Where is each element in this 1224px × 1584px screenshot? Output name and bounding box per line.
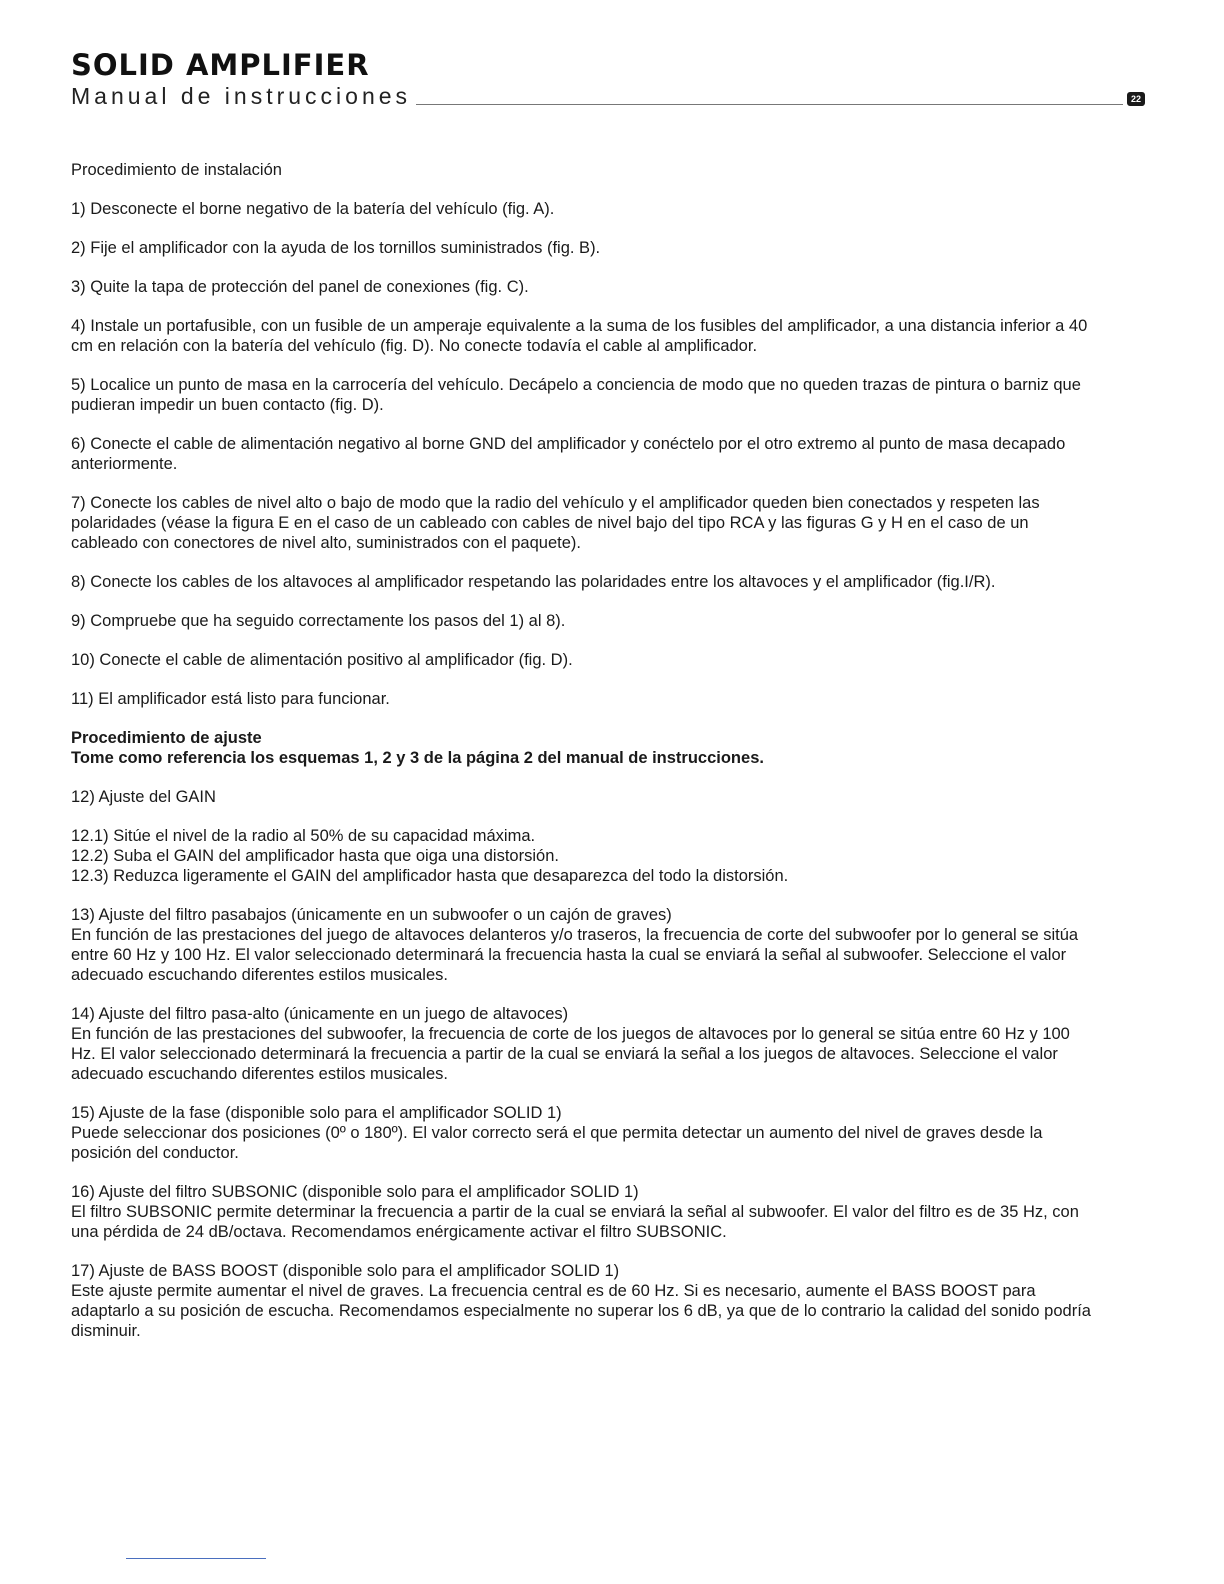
adjustment-heading: Procedimiento de ajuste bbox=[71, 729, 262, 747]
adjustment-body: En función de las prestaciones del subwoofer, la frecuencia de corte de los juegos de altavoces por lo general se sitúa entre 60 Hz y 100 Hz. El valor seleccionado determinará la frecuencia a partir de la cual se enviará la señal a los juegos de altavoces. Seleccione el valor adecuado escuchando diferentes estilos musicales. bbox=[71, 1025, 1070, 1083]
adjustment-reference: Tome como referencia los esquemas 1, 2 y 3 de la página 2 del manual de instrucciones. bbox=[71, 749, 764, 767]
adjustment-title: 13) Ajuste del filtro pasabajos (únicamente en un subwoofer o un cajón de graves) bbox=[71, 906, 672, 924]
installation-heading: Procedimiento de instalación bbox=[71, 161, 282, 179]
install-step: 10) Conecte el cable de alimentación positivo al amplificador (fig. D). bbox=[71, 651, 573, 669]
install-step: 5) Localice un punto de masa en la carrocería del vehículo. Decápelo a conciencia de modo que no queden trazas de pintura o barniz que pudieran impedir un buen contacto (fig. D). bbox=[71, 376, 1081, 414]
install-step: 8) Conecte los cables de los altavoces al amplificador respetando las polaridades entre los altavoces y el amplificador (fig.I/R). bbox=[71, 573, 996, 591]
adjustment-title: 14) Ajuste del filtro pasa-alto (únicamente en un juego de altavoces) bbox=[71, 1005, 569, 1023]
adjustment-title: 17) Ajuste de BASS BOOST (disponible solo para el amplificador SOLID 1) bbox=[71, 1262, 620, 1280]
page-number-badge: 22 bbox=[1127, 92, 1145, 106]
adjustment-body: Este ajuste permite aumentar el nivel de graves. La frecuencia central es de 60 Hz. Si es necesario, aumente el BASS BOOST para adaptarlo a su posición de escucha. Recomendamos especialmente no superar los 6 dB, ya que de lo contrario la calidad del sonido podría disminuir. bbox=[71, 1282, 1091, 1340]
install-step: 7) Conecte los cables de nivel alto o bajo de modo que la radio del vehículo y el amplificador queden bien conectados y respeten las polaridades (véase la figura E en el caso de un cableado con cables de nivel bajo del tipo RCA y las figuras G y H en el caso de un cableado con conectores de nivel alto, suministrados con el paquete). bbox=[71, 494, 1040, 552]
gain-title: 12) Ajuste del GAIN bbox=[71, 788, 216, 806]
adjustment-body: Puede seleccionar dos posiciones (0º o 180º). El valor correcto será el que permita detectar un aumento del nivel de graves desde la posición del conductor. bbox=[71, 1124, 1043, 1162]
brand-title: SOLID AMPLIFIER bbox=[71, 48, 370, 82]
adjustment-title: 15) Ajuste de la fase (disponible solo para el amplificador SOLID 1) bbox=[71, 1104, 562, 1122]
install-step: 1) Desconecte el borne negativo de la batería del vehículo (fig. A). bbox=[71, 200, 555, 218]
manual-subtitle: Manual de instrucciones bbox=[71, 83, 412, 109]
gain-item: 12.3) Reduzca ligeramente el GAIN del amplificador hasta que desaparezca del todo la distorsión. bbox=[71, 867, 789, 885]
gain-item: 12.2) Suba el GAIN del amplificador hasta que oiga una distorsión. bbox=[71, 847, 559, 865]
footer-rule bbox=[126, 1558, 266, 1559]
install-step: 2) Fije el amplificador con la ayuda de los tornillos suministrados (fig. B). bbox=[71, 239, 601, 257]
adjustment-title: 16) Ajuste del filtro SUBSONIC (disponible solo para el amplificador SOLID 1) bbox=[71, 1183, 639, 1201]
install-step: 11) El amplificador está listo para funcionar. bbox=[71, 690, 390, 708]
install-step: 3) Quite la tapa de protección del panel de conexiones (fig. C). bbox=[71, 278, 529, 296]
install-step: 9) Compruebe que ha seguido correctamente los pasos del 1) al 8). bbox=[71, 612, 566, 630]
install-step: 6) Conecte el cable de alimentación negativo al borne GND del amplificador y conéctelo por el otro extremo al punto de masa decapado anteriormente. bbox=[71, 435, 1066, 473]
install-step: 4) Instale un portafusible, con un fusible de un amperaje equivalente a la suma de los fusibles del amplificador, a una distancia inferior a 40 cm en relación con la batería del vehículo (fig. D). No conecte todavía el cable al amplificador. bbox=[71, 317, 1088, 355]
document-body bbox=[71, 160, 1091, 1360]
adjustment-body: En función de las prestaciones del juego de altavoces delanteros y/o traseros, la frecuencia de corte del subwoofer por lo general se sitúa entre 60 Hz y 100 Hz. El valor seleccionado determinará la frecuencia hasta la cual se enviará la señal al subwoofer. Seleccione el valor adecuado escuchando diferentes estilos musicales. bbox=[71, 926, 1079, 984]
gain-item: 12.1) Sitúe el nivel de la radio al 50% de su capacidad máxima. bbox=[71, 827, 536, 845]
page-header bbox=[71, 48, 1151, 112]
adjustment-body: El filtro SUBSONIC permite determinar la frecuencia a partir de la cual se enviará la señal al subwoofer. El valor del filtro es de 35 Hz, con una pérdida de 24 dB/octava. Recomendamos enérgicamente activar el filtro SUBSONIC. bbox=[71, 1203, 1079, 1241]
subtitle-row bbox=[71, 82, 1151, 112]
header-divider bbox=[416, 104, 1123, 105]
